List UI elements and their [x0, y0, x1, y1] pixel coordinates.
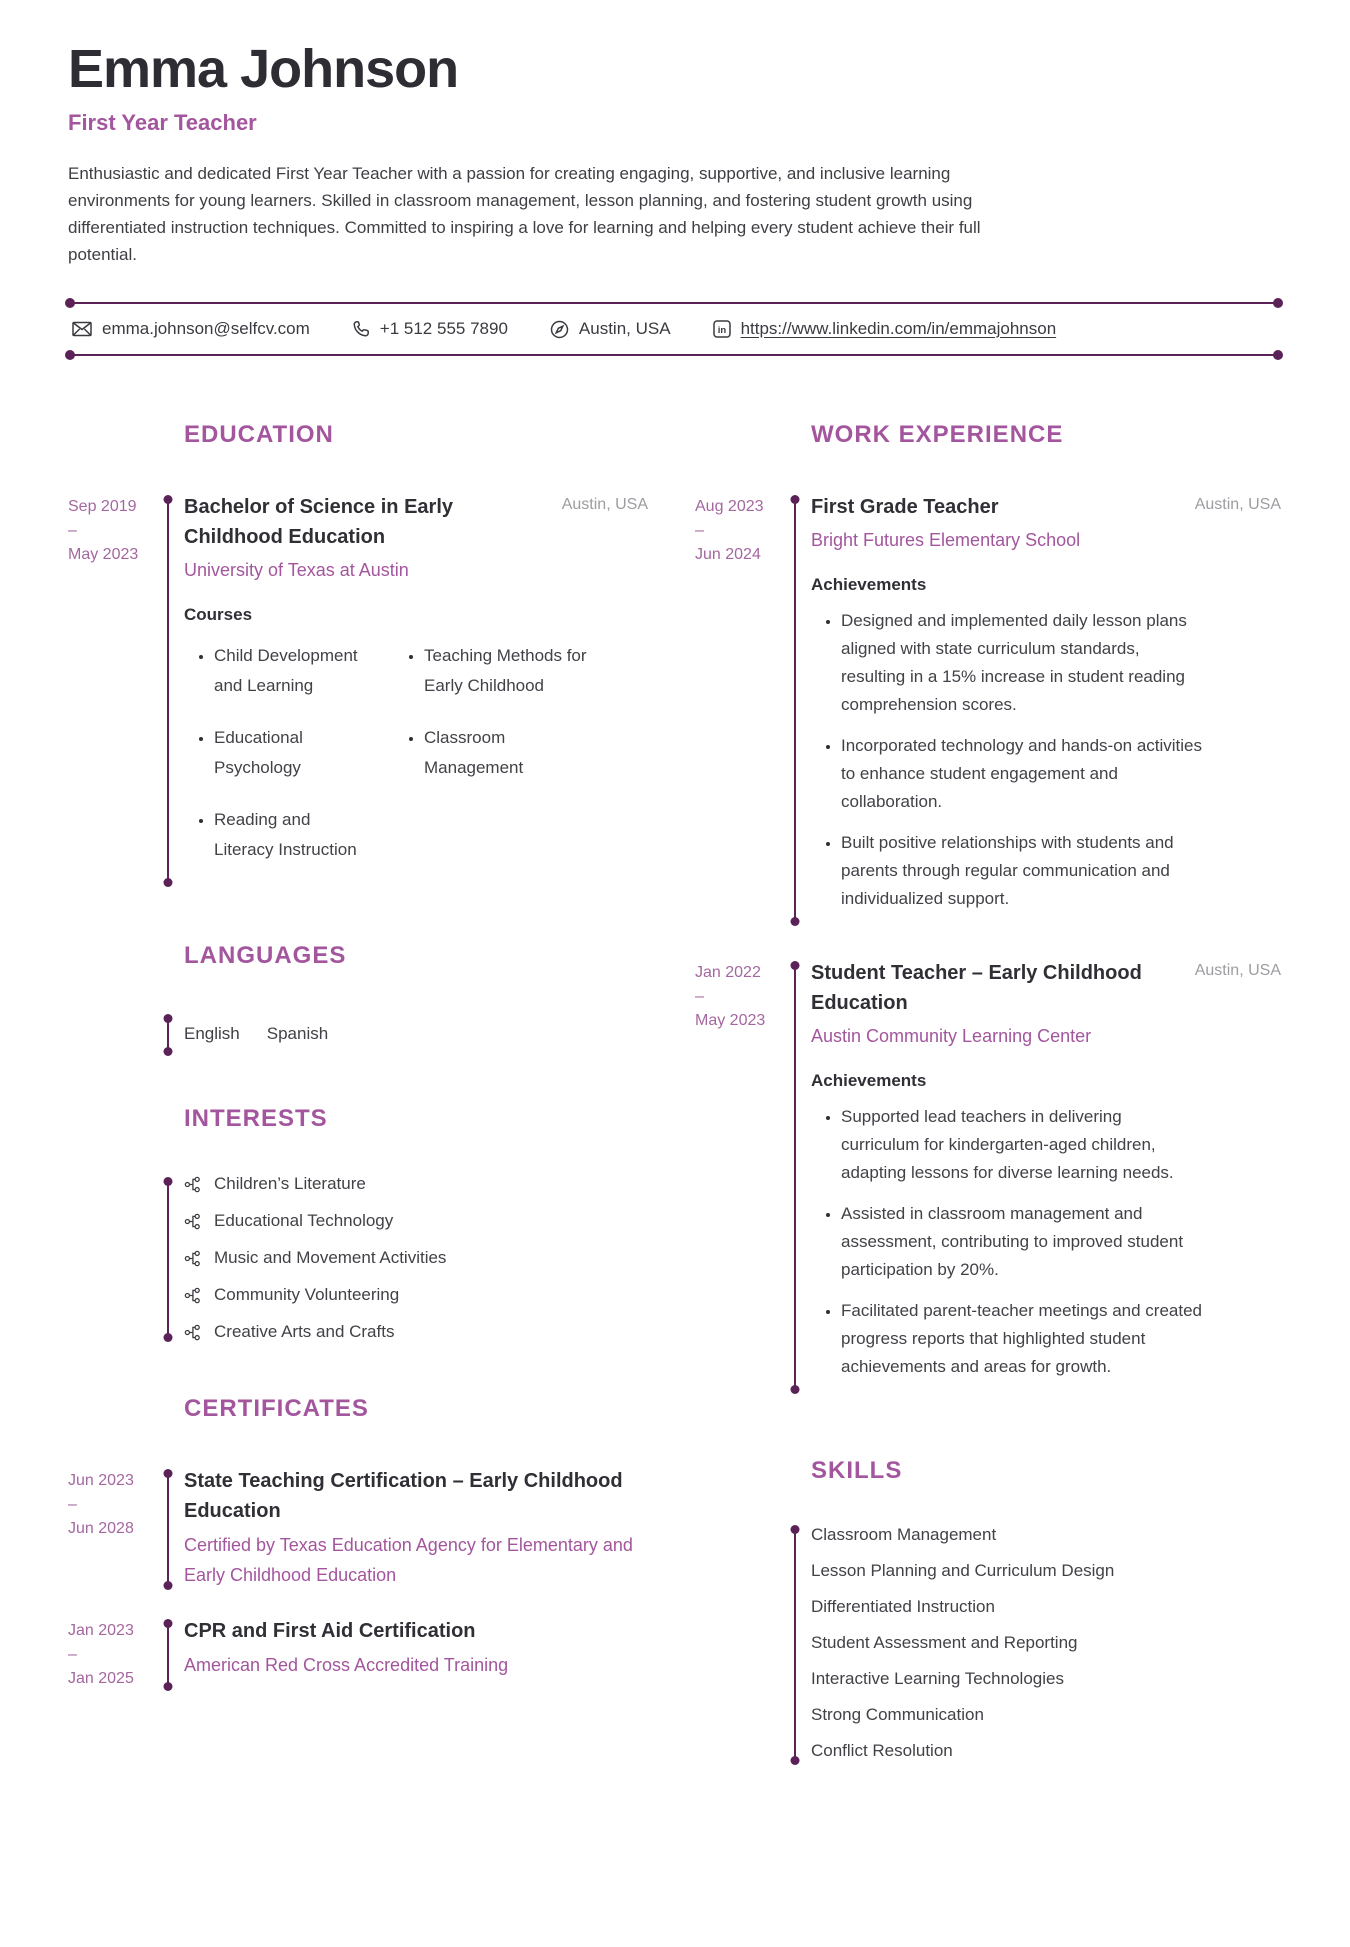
divider-dot — [1273, 298, 1283, 308]
date-end: May 2023 — [695, 1012, 766, 1029]
summary-text: Enthusiastic and dedicated First Year Teacher with a passion for creating engaging, supportive, and inclusive learning environments for young learners. Skilled in classroom management, lesson planning, and fostering student growth using differentiated instruction techniques. Committed to inspiring a love for learning and helping every student achieve their full potential. — [68, 164, 981, 264]
linkedin-link[interactable]: https://www.linkedin.com/in/emmajohnson — [740, 319, 1057, 338]
timeline-line — [167, 498, 169, 884]
network-icon — [184, 1250, 201, 1267]
date-start: Jun 2023 — [68, 1472, 134, 1489]
work-dates — [695, 958, 779, 1394]
language-item: Spanish — [266, 1023, 329, 1043]
interest-item — [184, 1211, 648, 1231]
phone-icon — [352, 320, 370, 338]
contact-location — [550, 319, 671, 339]
certificate-content — [184, 1616, 648, 1691]
date-separator: – — [695, 522, 704, 539]
languages-list — [184, 1011, 648, 1056]
contact-linkedin — [713, 319, 1057, 339]
achievement-item: • Incorporated technology and hands-on activities to enhance student engagement and collaboration. — [841, 732, 1203, 816]
work-entry — [695, 492, 1281, 926]
contact-email-text: emma.johnson@selfcv.com — [102, 319, 310, 338]
skill-item: Strong Communication — [811, 1705, 984, 1724]
date-start: Aug 2023 — [695, 498, 764, 515]
work-content — [811, 492, 1281, 926]
resume-header — [68, 40, 1350, 268]
achievements-label: Achievements — [811, 1071, 927, 1090]
interest-item — [184, 1322, 648, 1342]
date-separator: – — [68, 1646, 77, 1663]
courses-label: Courses — [184, 605, 253, 624]
svg-text:in: in — [717, 325, 726, 336]
job-title: First Grade Teacher — [811, 496, 999, 518]
date-start: Sep 2019 — [68, 498, 137, 515]
network-icon — [184, 1287, 201, 1304]
job-title: Student Teacher – Early Childhood Education — [811, 962, 1142, 1014]
languages-dates-empty — [68, 1011, 152, 1056]
interest-label: Educational Technology — [214, 1211, 394, 1230]
certificate-content — [184, 1466, 648, 1590]
envelope-icon — [72, 321, 92, 337]
timeline-line — [794, 498, 796, 923]
network-icon — [184, 1324, 201, 1341]
contact-phone-text: +1 512 555 7890 — [379, 319, 508, 338]
course-item: • Teaching Methods for Early Childhood — [424, 641, 590, 701]
interest-label: Music and Movement Activities — [214, 1248, 447, 1267]
language-item: English — [184, 1023, 240, 1043]
skills-heading: SKILLS — [811, 1457, 903, 1484]
certificate-issuer: American Red Cross Accredited Training — [184, 1655, 509, 1675]
timeline-line — [167, 1622, 169, 1688]
achievement-item: • Assisted in classroom management and assessment, contributing to improved student participation by 20%. — [841, 1200, 1203, 1284]
certificates-heading: CERTIFICATES — [184, 1395, 369, 1422]
contact-bar — [68, 302, 1280, 356]
interests-list — [184, 1174, 648, 1342]
languages-heading: LANGUAGES — [184, 942, 347, 969]
course-item: • Educational Psychology — [214, 723, 366, 783]
achievements-list — [811, 607, 1281, 913]
skill-item: Conflict Resolution — [811, 1741, 953, 1760]
certificate-entry — [68, 1466, 648, 1590]
interests-dates-empty — [68, 1174, 152, 1342]
person-role: First Year Teacher — [68, 110, 257, 135]
person-name: Emma Johnson — [68, 39, 459, 99]
work-content — [811, 958, 1281, 1394]
date-separator: – — [68, 1496, 77, 1513]
interests-heading: INTERESTS — [184, 1105, 328, 1132]
course-item: • Classroom Management — [424, 723, 590, 783]
timeline-line — [794, 964, 796, 1391]
certificate-issuer: Certified by Texas Education Agency for Elementary and Early Childhood Education — [184, 1535, 633, 1585]
date-end: Jun 2028 — [68, 1520, 134, 1537]
company-name: Bright Futures Elementary School — [811, 530, 1081, 550]
contact-phone — [352, 319, 508, 339]
right-column — [695, 356, 1287, 1765]
left-column — [68, 356, 648, 1765]
date-separator: – — [68, 522, 77, 539]
interest-item — [184, 1285, 648, 1305]
date-start: Jan 2022 — [695, 964, 761, 981]
timeline-line — [794, 1528, 796, 1762]
date-start: Jan 2023 — [68, 1622, 134, 1639]
divider-dot — [1273, 350, 1283, 360]
certificate-entry — [68, 1616, 648, 1691]
education-entry — [68, 492, 648, 887]
achievement-item: • Built positive relationships with students and parents through regular communication and individualized support. — [841, 829, 1203, 913]
timeline-line — [167, 1472, 169, 1587]
skill-item: Differentiated Instruction — [811, 1597, 995, 1616]
education-dates — [68, 492, 152, 887]
linkedin-icon — [713, 320, 731, 338]
location-icon — [550, 320, 569, 339]
certificate-title: State Teaching Certification – Early Childhood Education — [184, 1470, 623, 1522]
school-name: University of Texas at Austin — [184, 560, 409, 580]
network-icon — [184, 1176, 201, 1193]
interest-label: Community Volunteering — [214, 1285, 400, 1304]
languages-entry — [68, 1011, 648, 1056]
timeline-line — [167, 1017, 169, 1053]
achievements-list — [811, 1103, 1281, 1381]
resume-body — [68, 356, 1350, 1765]
entry-location: Austin, USA — [561, 496, 648, 513]
work-entry — [695, 958, 1281, 1394]
work-dates — [695, 492, 779, 926]
contact-location-text: Austin, USA — [578, 319, 671, 338]
education-content — [184, 492, 648, 887]
date-end: Jun 2024 — [695, 546, 761, 563]
skill-item: Student Assessment and Reporting — [811, 1633, 1078, 1652]
skills-dates-empty — [695, 1522, 779, 1765]
timeline-line — [167, 1180, 169, 1339]
skill-item: Interactive Learning Technologies — [811, 1669, 1064, 1688]
skill-item: Lesson Planning and Curriculum Design — [811, 1561, 1115, 1580]
education-heading: EDUCATION — [184, 421, 334, 448]
divider-dot — [65, 298, 75, 308]
certificate-title: CPR and First Aid Certification — [184, 1620, 476, 1642]
certificate-dates — [68, 1466, 152, 1590]
contact-email — [72, 319, 310, 339]
date-end: May 2023 — [68, 546, 139, 563]
skills-entry — [695, 1522, 1281, 1765]
course-item: • Reading and Literacy Instruction — [214, 805, 366, 865]
date-separator: – — [695, 988, 704, 1005]
contact-row — [72, 319, 1280, 339]
courses-list — [184, 641, 648, 887]
achievement-item: • Supported lead teachers in delivering curriculum for kindergarten-aged children, adapting lessons for diverse learning needs. — [841, 1103, 1203, 1187]
company-name: Austin Community Learning Center — [811, 1026, 1092, 1046]
resume-page — [0, 40, 1350, 1765]
interests-entry — [68, 1174, 648, 1342]
certificate-dates — [68, 1616, 152, 1691]
work-heading: WORK EXPERIENCE — [811, 421, 1064, 448]
skills-list — [811, 1522, 1281, 1765]
degree-title: Bachelor of Science in Early Childhood Education — [184, 496, 453, 548]
interest-item — [184, 1248, 648, 1268]
entry-location: Austin, USA — [1194, 962, 1281, 979]
entry-location: Austin, USA — [1194, 496, 1281, 513]
date-end: Jan 2025 — [68, 1670, 134, 1687]
achievement-item: • Designed and implemented daily lesson plans aligned with state curriculum standards, resulting in a 15% increase in student reading comprehension scores. — [841, 607, 1203, 719]
interest-item — [184, 1174, 648, 1194]
interest-label: Creative Arts and Crafts — [214, 1322, 395, 1341]
skill-item: Classroom Management — [811, 1525, 997, 1544]
network-icon — [184, 1213, 201, 1230]
achievements-label: Achievements — [811, 575, 927, 594]
achievement-item: • Facilitated parent-teacher meetings and created progress reports that highlighted student achievements and areas for growth. — [841, 1297, 1203, 1381]
course-item: • Child Development and Learning — [214, 641, 366, 701]
divider-dot — [65, 350, 75, 360]
interest-label: Children’s Literature — [214, 1174, 366, 1193]
